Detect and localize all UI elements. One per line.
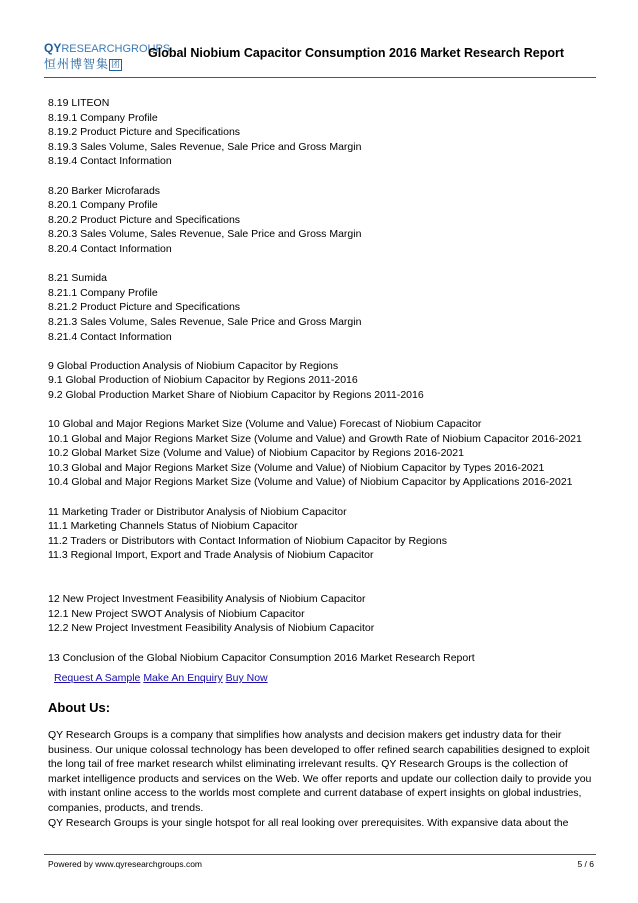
make-enquiry-link[interactable]: Make An Enquiry	[143, 672, 223, 684]
logo-research-groups: RESEARCHGROUPS	[61, 43, 171, 55]
toc-spacer	[48, 563, 596, 578]
toc-line: 10.2 Global Market Size (Volume and Value) of Niobium Capacitor by Regions 2016-2021	[48, 447, 464, 460]
buy-now-link[interactable]: Buy Now	[225, 672, 268, 684]
toc-line: 8.19 LITEON	[48, 97, 110, 109]
toc-line: 8.21.2 Product Picture and Specifications	[48, 301, 241, 314]
logo-qy: QY	[44, 41, 62, 55]
toc-line: 9 Global Production Analysis of Niobium Capacitor by Regions	[48, 359, 339, 372]
footer-powered-by: Powered by www.qyresearchgroups.com	[48, 859, 203, 869]
toc-spacer	[48, 636, 596, 651]
toc-line: 10.1 Global and Major Regions Market Size (Volume and Value) and Growth Rate of Niobium Capacitor 2016-2021	[48, 432, 582, 445]
logo-chinese-name: 恒州博智集	[44, 57, 110, 71]
toc-line: 8.20.4 Contact Information	[48, 242, 172, 255]
toc-spacer	[48, 402, 596, 417]
toc-line: 12.1 New Project SWOT Analysis of Niobium Capacitor	[48, 607, 305, 620]
toc-line: 8.19.4 Contact Information	[48, 155, 172, 168]
toc-line: 8.19.3 Sales Volume, Sales Revenue, Sale Price and Gross Margin	[48, 140, 362, 153]
action-links	[54, 672, 268, 684]
toc-line: 11.3 Regional Import, Export and Trade Analysis of Niobium Capacitor	[48, 549, 374, 562]
toc-spacer	[48, 169, 596, 184]
toc-spacer	[48, 344, 596, 359]
toc-line: 8.21.1 Company Profile	[48, 286, 158, 299]
toc-spacer	[48, 578, 596, 593]
footer-divider	[44, 854, 596, 855]
toc-line: 8.21.4 Contact Information	[48, 330, 172, 343]
about-paragraph-1: QY Research Groups is a company that simplifies how analysts and decision makers get industry data for their business. Our unique colossal technology has been developed to offer refined search capabilities designed to exploit the long tail of free market research whilst eliminating irrelevant results. QY Research Groups is the collection of market intelligence products and services on the Web. We offer reports and update our collection daily to provide you with instant online access to the worlds most complete and current database of expert insights on global industries, companies, products, and trends.	[48, 729, 592, 814]
toc-line: 10.3 Global and Major Regions Market Size (Volume and Value) of Niobium Capacitor by Types 2016-2021	[48, 461, 545, 474]
about-section	[48, 728, 598, 830]
toc-line: 11.2 Traders or Distributors with Contact Information of Niobium Capacitor by Regions	[48, 534, 447, 547]
request-sample-link[interactable]: Request A Sample	[54, 672, 141, 684]
toc-spacer	[48, 490, 596, 505]
toc-line: 9.2 Global Production Market Share of Niobium Capacitor by Regions 2011-2016	[48, 388, 424, 401]
toc-line: 8.20.3 Sales Volume, Sales Revenue, Sale Price and Gross Margin	[48, 228, 362, 241]
toc-spacer	[48, 257, 596, 272]
toc-line: 9.1 Global Production of Niobium Capacitor by Regions 2011-2016	[48, 374, 358, 387]
toc-line: 8.20.1 Company Profile	[48, 199, 158, 212]
toc-line: 13 Conclusion of the Global Niobium Capacitor Consumption 2016 Market Research Report	[48, 651, 475, 664]
toc-line: 8.20 Barker Microfarads	[48, 184, 161, 197]
toc-line: 8.21 Sumida	[48, 272, 107, 285]
toc-line: 8.21.3 Sales Volume, Sales Revenue, Sale Price and Gross Margin	[48, 315, 362, 328]
about-paragraph-2: QY Research Groups is your single hotspot for all real looking over prerequisites. With expansive data about the	[48, 816, 569, 829]
toc-line: 8.19.1 Company Profile	[48, 111, 158, 124]
qy-research-logo	[44, 41, 171, 75]
toc-line: 12 New Project Investment Feasibility Analysis of Niobium Capacitor	[48, 593, 366, 606]
table-of-contents	[48, 96, 596, 665]
about-heading: About Us:	[48, 700, 111, 715]
page-number: 5 / 6	[577, 859, 594, 869]
page-header	[44, 38, 596, 78]
logo-chinese-box: 团	[111, 60, 121, 70]
toc-line: 10 Global and Major Regions Market Size (Volume and Value) Forecast of Niobium Capacitor	[48, 418, 482, 431]
toc-line: 11 Marketing Trader or Distributor Analysis of Niobium Capacitor	[48, 505, 347, 518]
toc-line: 12.2 New Project Investment Feasibility Analysis of Niobium Capacitor	[48, 622, 375, 635]
toc-line: 10.4 Global and Major Regions Market Size (Volume and Value) of Niobium Capacitor by Applications 2016-2021	[48, 476, 573, 489]
toc-line: 11.1 Marketing Channels Status of Niobium Capacitor	[48, 520, 298, 533]
toc-line: 8.20.2 Product Picture and Specifications	[48, 213, 241, 226]
header-divider	[44, 77, 596, 78]
document-title: Global Niobium Capacitor Consumption 2016 Market Research Report	[148, 46, 565, 60]
toc-line: 8.19.2 Product Picture and Specifications	[48, 126, 241, 139]
